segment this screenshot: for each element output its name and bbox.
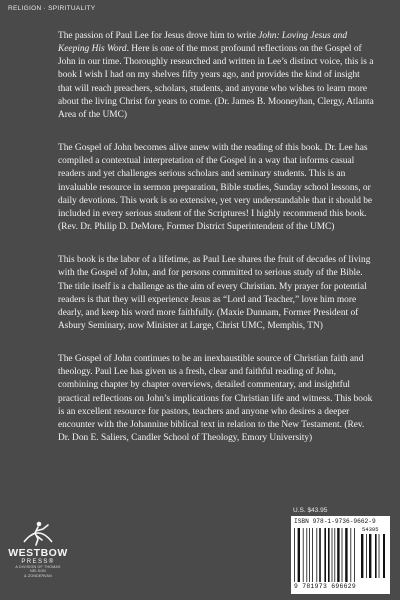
price-code: 54395 bbox=[362, 526, 379, 533]
barcode-bar bbox=[337, 528, 339, 582]
price-label: U.S. $43.95 bbox=[293, 507, 328, 514]
endorsement-3: This book is the labor of a lifetime, as Paul Lee shares the fruit of decades of living with the Gospel of John, and for persons committed to serious study of the Bible. The title itself is a challenge as the aim of every Christian. My prayer for potential readers is that they will experience Jesus as “Lord and Teacher,” love him more dearly, and keep his word more faithfully. (Maxie Dunnam, Former President of Asbury Seminary, now Minister at Large, Christ UMC, Memphis, TN) bbox=[58, 255, 371, 331]
barcode-bar bbox=[361, 534, 363, 578]
barcode-bar bbox=[375, 534, 377, 578]
barcode-bar bbox=[324, 528, 326, 582]
barcode-bar bbox=[354, 528, 355, 582]
barcode-bar bbox=[366, 534, 367, 578]
endorsement-lead: The passion of Paul Lee for Jesus drove him to write bbox=[58, 31, 259, 41]
barcode-bar bbox=[319, 528, 321, 582]
ean-digits: 9 781973 696629 bbox=[294, 583, 357, 590]
barcode-bar bbox=[306, 528, 307, 582]
barcode-bar bbox=[303, 528, 304, 582]
category-label: RELIGION · SPIRITUALITY bbox=[8, 5, 96, 12]
barcode-bar bbox=[312, 528, 313, 582]
publisher-division-1: A DIVISION OF THOMAS NELSON bbox=[15, 565, 61, 574]
barcode-bar bbox=[309, 528, 310, 582]
barcode-bar bbox=[379, 534, 380, 578]
westbow-figure-icon bbox=[21, 520, 55, 546]
barcode-bar bbox=[294, 528, 295, 582]
publisher-press: PRESS® bbox=[21, 559, 55, 565]
barcode bbox=[291, 516, 390, 594]
barcode-bar bbox=[298, 528, 300, 582]
endorsement-rest: . Here is one of the most profound reflections on the Gospel of John in our time. Thoroughly researched and written in Lee’s distinct voice, this is a book I wish I had on my shelves fifty years ago, and provides the kind of insight that will reach preachers, scholars, students, and anyone who wishes to learn more about the living Christ for years to come. (Dr. James B. Mooneyhan, Clergy, Atlanta Area of the UMC) bbox=[58, 44, 374, 120]
isbn-text: ISBN 978-1-9736-9662-9 bbox=[294, 518, 376, 525]
publisher-logo bbox=[8, 520, 68, 578]
barcode-bar bbox=[316, 528, 317, 582]
barcode-bar bbox=[345, 528, 347, 582]
book-title: John: Loving Jesus and Keeping His Word bbox=[58, 31, 348, 55]
barcode-bar bbox=[332, 528, 333, 582]
endorsement-1 bbox=[58, 30, 376, 122]
barcode-bar bbox=[342, 528, 343, 582]
endorsement-4: The Gospel of John continues to be an inexhaustible source of Christian faith and theology. Paul Lee has given us a fresh, clear and faithful reading of John, combining chapter by chapter overviews, detailed commentary, and insightful practical reflections on John’s implications for Christian life and witness. This book is an excellent resource for pastors, teachers and anyone who desires a deeper encounter with the Johannine biblical text in relation to the New Testament. (Rev. Dr. Don E. Saliers, Candler School of Theology, Emory University) bbox=[58, 354, 373, 444]
publisher-division-2: & ZONDERVAN bbox=[24, 573, 52, 578]
price-code-bars bbox=[361, 534, 385, 578]
endorsement-2: The Gospel of John becomes alive anew with the reading of this book. Dr. Lee has compiled a contextual interpretation of the Gospel in a way that informs casual readers and yet challenges serious scholars and seminary students. This is an invaluable resource in sermon preparation, Bible studies, Sunday school lessons, or daily devotions. This work is so extensive, yet very understandable that it should be included in every serious student of the Scriptures! I highly recommend this book. (Rev. Dr. Philip D. DeMore, Former District Superintendent of the UMC) bbox=[58, 143, 373, 233]
publisher-name: WESTBOW bbox=[8, 547, 68, 559]
barcode-bar bbox=[383, 534, 385, 578]
endorsements bbox=[58, 30, 376, 465]
barcode-bar bbox=[369, 534, 371, 578]
barcode-bar bbox=[328, 528, 330, 582]
ean-barcode-bars bbox=[294, 528, 356, 582]
barcode-bar bbox=[350, 528, 351, 582]
barcode-bar bbox=[334, 528, 335, 582]
